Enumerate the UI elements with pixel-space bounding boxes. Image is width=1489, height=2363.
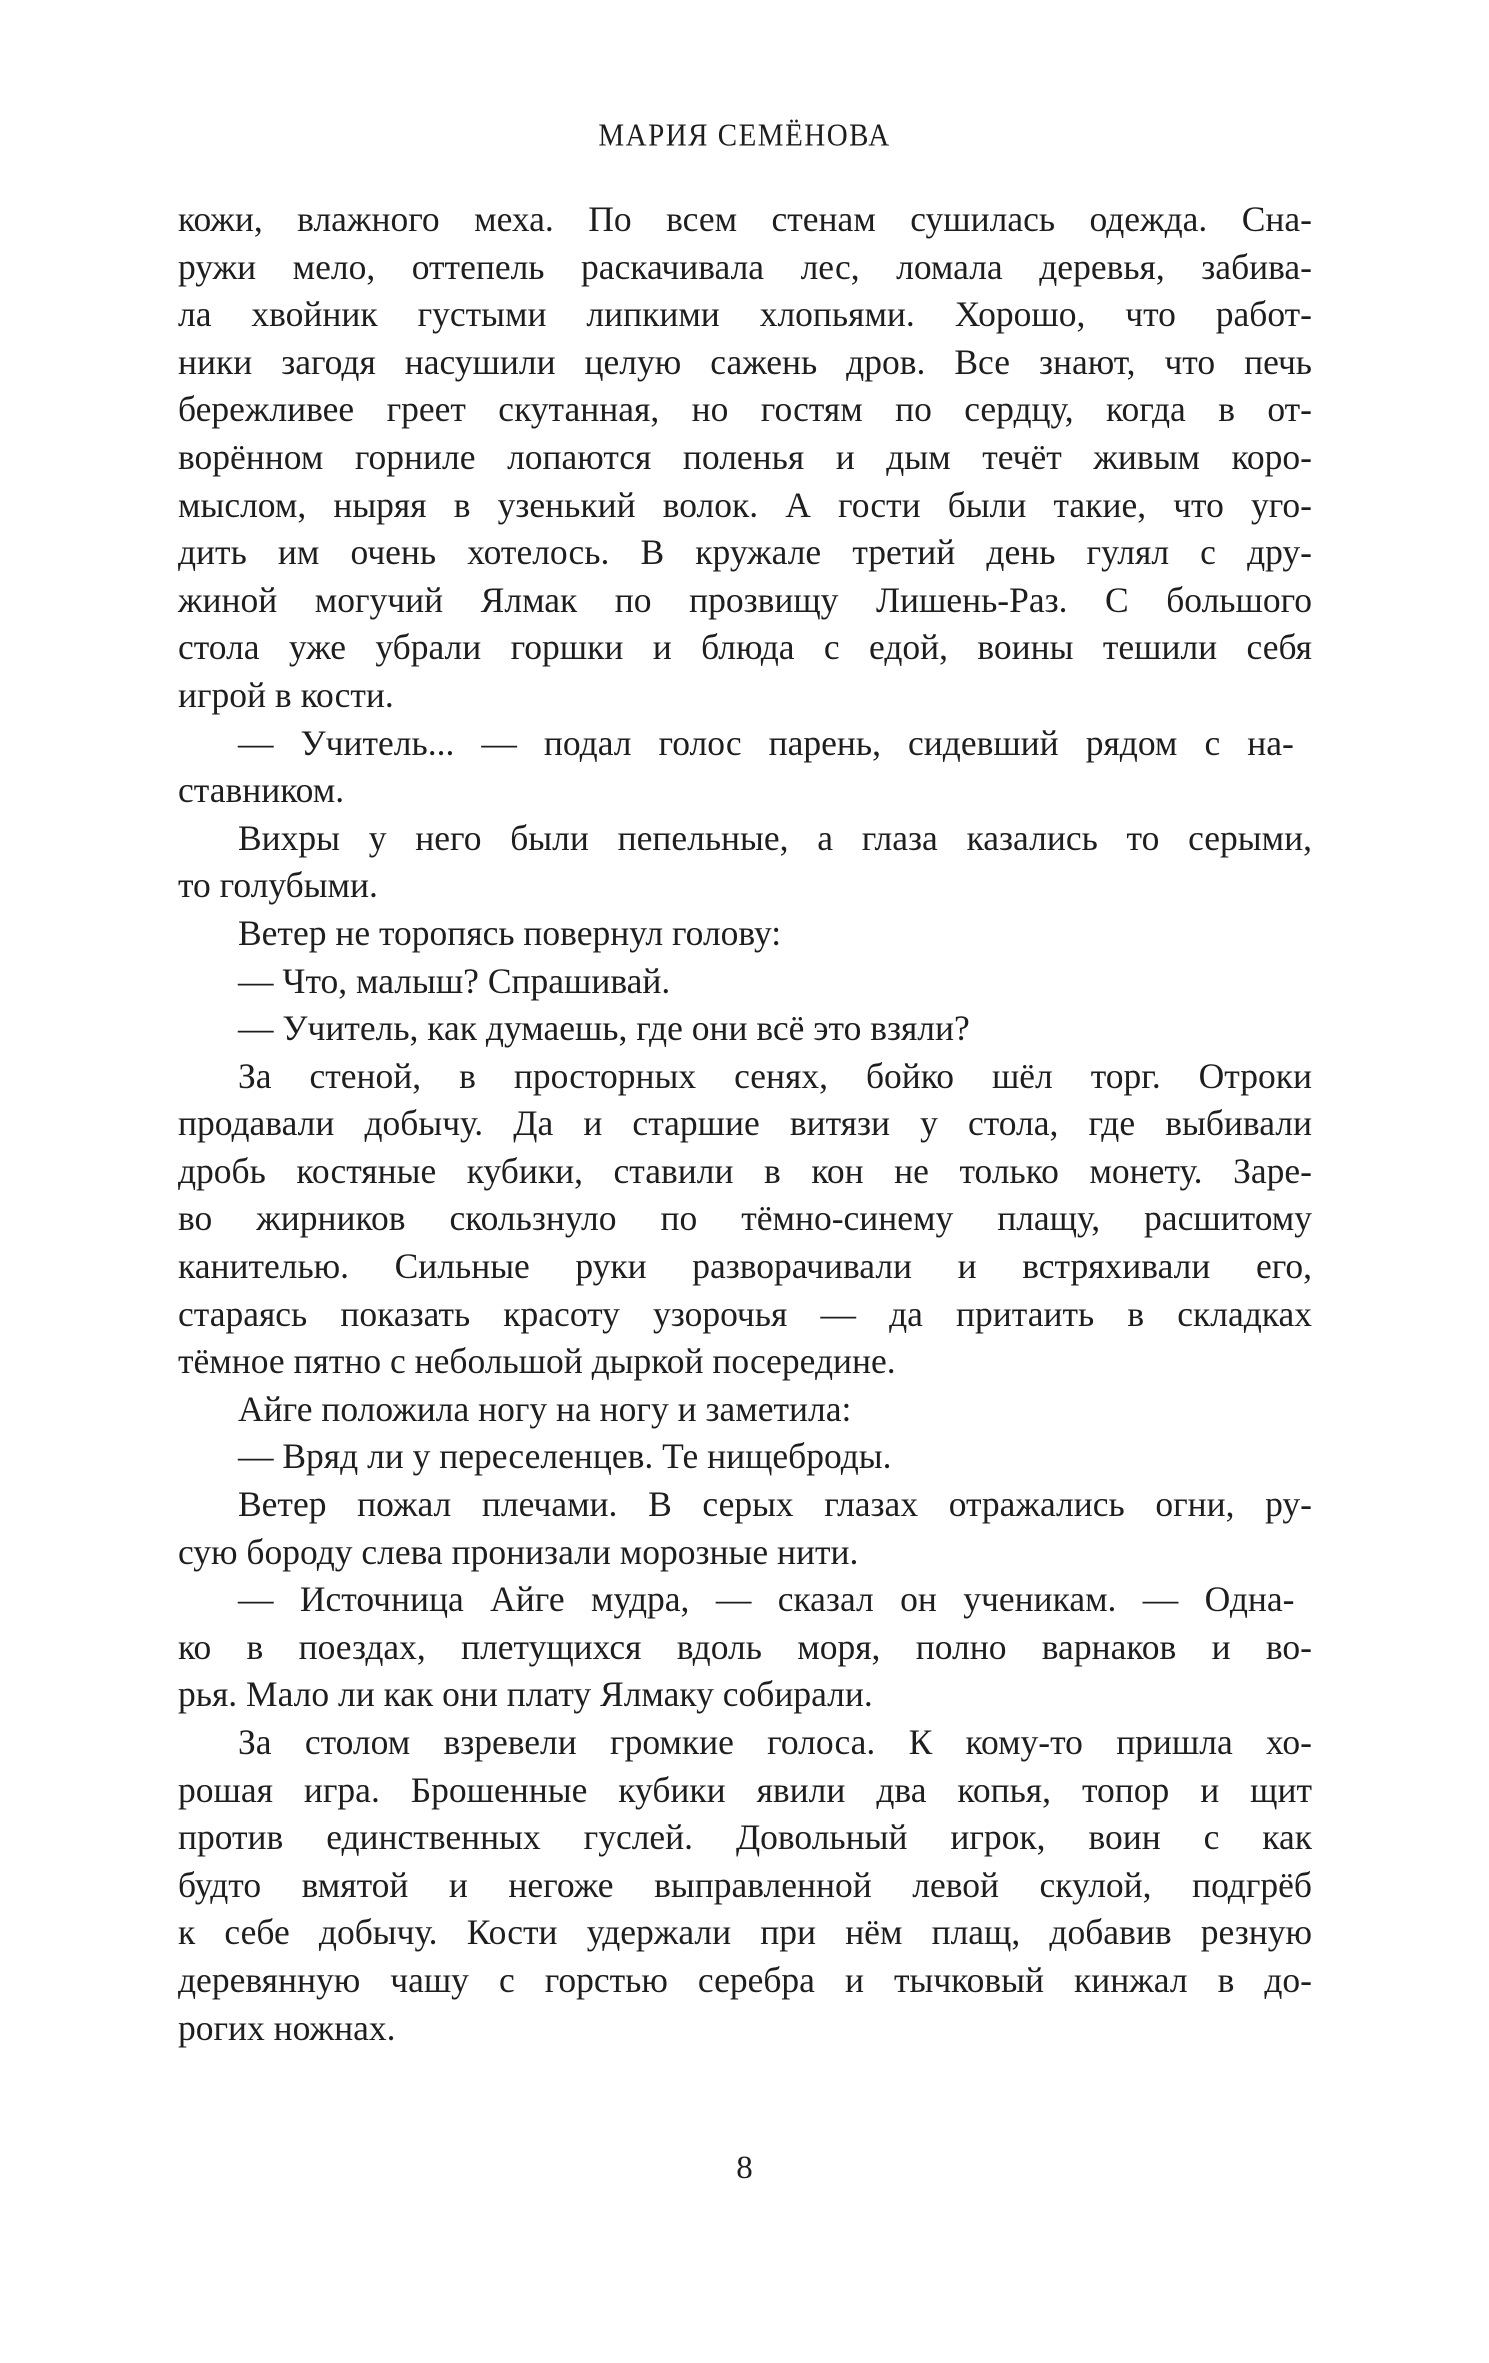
text-line-content: Вихры у него были пепельные, а глаза казались то серыми, xyxy=(238,817,1312,858)
text-line-content: За стеной, в просторных сенях, бойко шёл торг. Отроки xyxy=(238,1055,1312,1096)
text-line-content: во жирников скользнуло по тёмно-синему плащу, расшитому xyxy=(178,1198,1312,1239)
text-line xyxy=(178,767,1312,815)
text-line xyxy=(178,624,1312,672)
text-line xyxy=(178,434,1312,482)
text-line-content: — Что, малыш? Спрашивай. xyxy=(238,960,671,1001)
text-line-content: Ветер пожал плечами. В серых глазах отражались огни, ру- xyxy=(238,1484,1312,1525)
text-line xyxy=(178,291,1312,339)
text-line-content: ворённом горниле лопаются поленья и дым течёт живым коро- xyxy=(178,436,1312,477)
text-line-content: деревянную чашу с горстью серебра и тычковый кинжал в до- xyxy=(178,1959,1312,2000)
text-line xyxy=(178,1529,1312,1577)
text-line xyxy=(178,482,1312,530)
text-line-content: рья. Мало ли как они плату Ялмаку собирали. xyxy=(178,1674,873,1715)
text-line xyxy=(178,1291,1312,1339)
text-line xyxy=(178,196,1312,244)
text-line xyxy=(178,577,1312,625)
text-line-content: ники загодя насушили целую сажень дров. Все знают, что печь xyxy=(178,341,1312,382)
text-line-content: ко в поездах, плетущихся вдоль моря, полно варнаков и во- xyxy=(178,1626,1312,1667)
text-line-content: рошая игра. Брошенные кубики явили два копья, топор и щит xyxy=(178,1769,1312,1810)
text-line xyxy=(178,1195,1312,1243)
text-line xyxy=(178,672,1312,720)
text-line-content: будто вмятой и негоже выправленной левой скулой, подгрёб xyxy=(178,1864,1312,1905)
text-line xyxy=(178,1767,1312,1815)
text-line-content: то голубыми. xyxy=(178,865,378,906)
text-line-content: — Учитель... — подал голос парень, сидевший рядом с на- xyxy=(238,722,1294,763)
text-line-content: ла хвойник густыми липкими хлопьями. Хорошо, что работ- xyxy=(178,294,1312,335)
text-line xyxy=(178,1100,1312,1148)
text-line xyxy=(178,1957,1312,2005)
text-line-content: Айге положила ногу на ногу и заметила: xyxy=(238,1388,852,1429)
text-line-content: За столом взревели громкие голоса. К кому-то пришла хо- xyxy=(238,1722,1312,1762)
text-line xyxy=(178,1148,1312,1196)
body-text xyxy=(178,196,1312,2052)
text-line-content: мыслом, ныряя в узенький волок. А гости были такие, что уго- xyxy=(178,484,1312,525)
text-line xyxy=(178,1576,1312,1624)
text-line xyxy=(178,1862,1312,1910)
text-line xyxy=(178,1671,1312,1719)
text-line xyxy=(178,720,1312,768)
text-line xyxy=(178,386,1312,434)
text-line xyxy=(178,910,1312,958)
text-line xyxy=(178,815,1312,863)
text-line xyxy=(178,1481,1312,1529)
text-line xyxy=(178,1719,1312,1767)
text-line-content: жиной могучий Ялмак по прозвищу Лишень-Раз. С большого xyxy=(178,579,1312,620)
text-line-content: сую бороду слева пронизали морозные нити. xyxy=(178,1531,859,1572)
text-line-content: ружи мело, оттепель раскачивала лес, ломала деревья, забива- xyxy=(178,246,1312,287)
text-line-content: дробь костяные кубики, ставили в кон не только монету. Заре- xyxy=(178,1150,1312,1191)
text-line-content: к себе добычу. Кости удержали при нём плащ, добавив резную xyxy=(178,1912,1312,1953)
text-line-content: игрой в кости. xyxy=(178,674,394,715)
text-line-content: Ветер не торопясь повернул голову: xyxy=(238,912,782,953)
text-line-content: против единственных гуслей. Довольный игрок, воин с как xyxy=(178,1817,1312,1858)
text-line xyxy=(178,1338,1312,1386)
text-line-content: — Источница Айге мудра, — сказал он ученикам. — Одна- xyxy=(238,1579,1295,1620)
text-line xyxy=(178,1433,1312,1481)
text-line xyxy=(178,2005,1312,2053)
text-line xyxy=(178,862,1312,910)
text-line xyxy=(178,1386,1312,1434)
text-line xyxy=(178,1053,1312,1101)
text-line xyxy=(178,1814,1312,1862)
text-line-content: продавали добычу. Да и старшие витязи у стола, где выбивали xyxy=(178,1103,1312,1144)
text-line-content: стараясь показать красоту узорочья — да притаить в складках xyxy=(178,1293,1312,1334)
running-head-author: МАРИЯ СЕМЁНОВА xyxy=(598,118,891,154)
text-line-content: тёмное пятно с небольшой дыркой посередине. xyxy=(178,1341,896,1382)
text-line xyxy=(178,1005,1312,1053)
text-line-content: канителью. Сильные руки разворачивали и встряхивали его, xyxy=(178,1246,1312,1287)
text-line-content: рогих ножнах. xyxy=(178,2007,396,2048)
text-line-content: бережливее греет скутанная, но гостям по сердцу, когда в от- xyxy=(178,389,1312,430)
text-line-content: ставником. xyxy=(178,770,345,811)
text-line xyxy=(178,1243,1312,1291)
page-number: 8 xyxy=(736,2150,753,2186)
text-line xyxy=(178,529,1312,577)
text-line xyxy=(178,244,1312,292)
text-line xyxy=(178,1624,1312,1672)
text-line xyxy=(178,339,1312,387)
text-line-content: — Вряд ли у переселенцев. Те нищеброды. xyxy=(238,1436,892,1477)
text-line-content: стола уже убрали горшки и блюда с едой, воины тешили себя xyxy=(178,627,1312,668)
text-line-content: дить им очень хотелось. В кружале третий день гулял с дру- xyxy=(178,532,1312,573)
text-line-content: — Учитель, как думаешь, где они всё это взяли? xyxy=(238,1008,970,1049)
text-line xyxy=(178,958,1312,1006)
text-line-content: кожи, влажного меха. По всем стенам сушилась одежда. Сна- xyxy=(178,199,1312,239)
text-line xyxy=(178,1909,1312,1957)
